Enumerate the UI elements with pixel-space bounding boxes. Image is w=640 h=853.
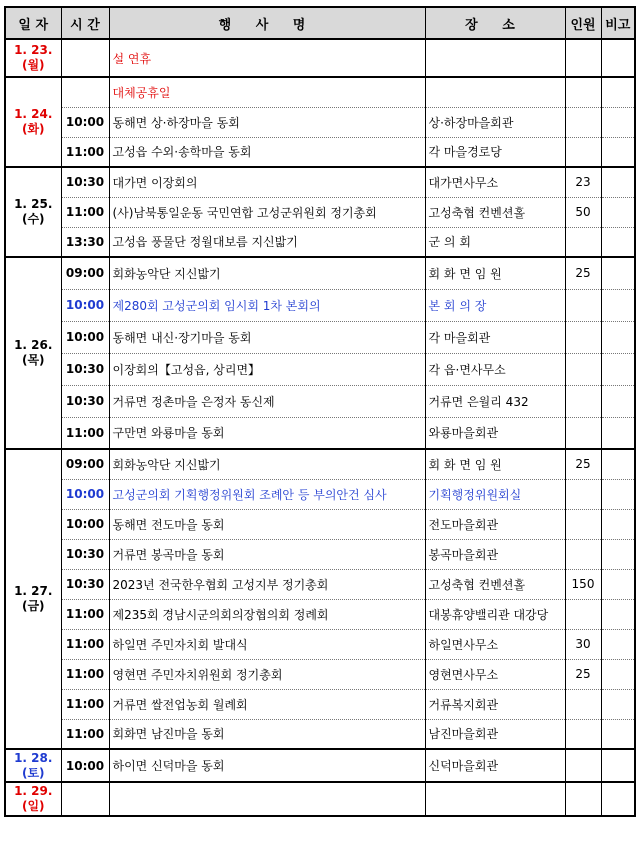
- place-cell: [425, 77, 565, 107]
- place-cell: 회 화 면 임 원: [425, 257, 565, 289]
- note-cell: [601, 39, 635, 77]
- schedule-sheet: [4, 6, 636, 817]
- time-cell: 10:30: [61, 353, 109, 385]
- note-cell: [601, 353, 635, 385]
- event-cell: 구만면 와룡마을 동회: [109, 417, 425, 449]
- date-label: 1. 28.: [14, 750, 53, 765]
- date-cell: [5, 77, 61, 167]
- event-cell: 대체공휴일: [109, 77, 425, 107]
- event-cell: 회화농악단 지신밟기: [109, 449, 425, 479]
- note-cell: [601, 659, 635, 689]
- schedule-row: [5, 749, 635, 782]
- place-cell: 고성축협 컨벤션홀: [425, 569, 565, 599]
- day-of-week-label: (월): [21, 58, 45, 72]
- day-of-week-label: (수): [21, 212, 45, 226]
- time-cell: 09:00: [61, 449, 109, 479]
- place-cell: 기획행정위원회실: [425, 479, 565, 509]
- date-cell: [5, 39, 61, 77]
- people-cell: 25: [565, 449, 601, 479]
- people-cell: 25: [565, 659, 601, 689]
- schedule-row: [5, 599, 635, 629]
- place-cell: 남진마을회관: [425, 719, 565, 749]
- people-cell: [565, 749, 601, 782]
- place-cell: [425, 39, 565, 77]
- header-time: 시 간: [61, 7, 109, 39]
- schedule-row: [5, 449, 635, 479]
- people-cell: 23: [565, 167, 601, 197]
- time-cell: 10:00: [61, 479, 109, 509]
- time-cell: 10:00: [61, 107, 109, 137]
- event-cell: 거류면 봉곡마을 동회: [109, 539, 425, 569]
- time-cell: 09:00: [61, 257, 109, 289]
- date-label: 1. 27.: [14, 584, 53, 598]
- day-of-week-label: (목): [21, 353, 45, 367]
- note-cell: [601, 197, 635, 227]
- date-label: 1. 23.: [14, 43, 53, 57]
- event-cell: 이장회의【고성읍, 상리면】: [109, 353, 425, 385]
- schedule-row: [5, 479, 635, 509]
- note-cell: [601, 227, 635, 257]
- place-cell: 대가면사무소: [425, 167, 565, 197]
- day-of-week-label: (화): [21, 122, 45, 136]
- event-cell: 2023년 전국한우협회 고성지부 정기총회: [109, 569, 425, 599]
- note-cell: [601, 782, 635, 816]
- people-cell: [565, 509, 601, 539]
- date-cell: [5, 449, 61, 749]
- date-label: 1. 26.: [14, 338, 53, 352]
- schedule-row: [5, 689, 635, 719]
- note-cell: [601, 599, 635, 629]
- day-of-week-label: (일): [21, 799, 45, 813]
- note-cell: [601, 321, 635, 353]
- header-people: 인원: [565, 7, 601, 39]
- time-cell: 10:30: [61, 385, 109, 417]
- place-cell: [425, 782, 565, 816]
- event-cell: 대가면 이장회의: [109, 167, 425, 197]
- header-row: [5, 7, 635, 39]
- event-cell: 설 연휴: [109, 39, 425, 77]
- note-cell: [601, 749, 635, 782]
- place-cell: 거류복지회관: [425, 689, 565, 719]
- people-cell: [565, 77, 601, 107]
- event-cell: 고성읍 수외·송학마을 동회: [109, 137, 425, 167]
- schedule-row: [5, 509, 635, 539]
- event-cell: 거류면 정촌마을 은정자 동신제: [109, 385, 425, 417]
- place-cell: 상·하장마을회관: [425, 107, 565, 137]
- note-cell: [601, 719, 635, 749]
- note-cell: [601, 137, 635, 167]
- note-cell: [601, 167, 635, 197]
- schedule-body: [5, 39, 635, 816]
- date-label: 1. 24.: [14, 107, 53, 121]
- header-note: 비고: [601, 7, 635, 39]
- place-cell: 신덕마을회관: [425, 749, 565, 782]
- date-label: 1. 29.: [14, 784, 53, 798]
- place-cell: 본 회 의 장: [425, 289, 565, 321]
- schedule-row: [5, 569, 635, 599]
- note-cell: [601, 509, 635, 539]
- people-cell: [565, 385, 601, 417]
- time-cell: 10:00: [61, 749, 109, 782]
- time-cell: [61, 782, 109, 816]
- place-cell: 각 마을회관: [425, 321, 565, 353]
- note-cell: [601, 629, 635, 659]
- note-cell: [601, 289, 635, 321]
- people-cell: 25: [565, 257, 601, 289]
- event-cell: 회화농악단 지신밟기: [109, 257, 425, 289]
- place-cell: 영현면사무소: [425, 659, 565, 689]
- people-cell: [565, 719, 601, 749]
- schedule-row: [5, 385, 635, 417]
- people-cell: [565, 227, 601, 257]
- date-cell: [5, 782, 61, 816]
- note-cell: [601, 449, 635, 479]
- schedule-row: [5, 539, 635, 569]
- schedule-row: [5, 107, 635, 137]
- schedule-row: [5, 782, 635, 816]
- schedule-row: [5, 417, 635, 449]
- people-cell: 30: [565, 629, 601, 659]
- time-cell: 11:00: [61, 689, 109, 719]
- event-cell: 고성군의회 기획행정위원회 조례안 등 부의안건 심사: [109, 479, 425, 509]
- place-cell: 고성축협 컨벤션홀: [425, 197, 565, 227]
- people-cell: [565, 321, 601, 353]
- date-label: 1. 25.: [14, 197, 53, 211]
- time-cell: 11:00: [61, 719, 109, 749]
- place-cell: 회 화 면 임 원: [425, 449, 565, 479]
- header-place: 장 소: [425, 7, 565, 39]
- time-cell: 10:30: [61, 539, 109, 569]
- time-cell: 11:00: [61, 137, 109, 167]
- place-cell: 거류면 은월리 432: [425, 385, 565, 417]
- schedule-row: [5, 353, 635, 385]
- time-cell: 10:00: [61, 321, 109, 353]
- day-of-week-label: (토): [21, 765, 45, 780]
- date-cell: [5, 167, 61, 257]
- date-cell: [5, 257, 61, 449]
- place-cell: 하일면사무소: [425, 629, 565, 659]
- schedule-row: [5, 719, 635, 749]
- schedule-row: [5, 197, 635, 227]
- place-cell: 각 읍·면사무소: [425, 353, 565, 385]
- people-cell: [565, 599, 601, 629]
- time-cell: [61, 39, 109, 77]
- event-cell: (사)남북통일운동 국민연합 고성군위원회 정기총회: [109, 197, 425, 227]
- note-cell: [601, 257, 635, 289]
- time-cell: 11:00: [61, 599, 109, 629]
- time-cell: 13:30: [61, 227, 109, 257]
- note-cell: [601, 539, 635, 569]
- schedule-table: [4, 6, 636, 817]
- date-cell: [5, 749, 61, 782]
- schedule-row: [5, 137, 635, 167]
- event-cell: 회화면 남진마을 동회: [109, 719, 425, 749]
- time-cell: 10:30: [61, 167, 109, 197]
- schedule-row: [5, 39, 635, 77]
- note-cell: [601, 569, 635, 599]
- event-cell: [109, 782, 425, 816]
- event-cell: 거류면 쌀전업농회 월례회: [109, 689, 425, 719]
- time-cell: [61, 77, 109, 107]
- people-cell: [565, 782, 601, 816]
- people-cell: 50: [565, 197, 601, 227]
- place-cell: 대봉휴양밸리관 대강당: [425, 599, 565, 629]
- header-event: 행 사 명: [109, 7, 425, 39]
- schedule-row: [5, 77, 635, 107]
- place-cell: 각 마을경로당: [425, 137, 565, 167]
- schedule-row: [5, 289, 635, 321]
- schedule-row: [5, 629, 635, 659]
- schedule-row: [5, 321, 635, 353]
- people-cell: 150: [565, 569, 601, 599]
- time-cell: 11:00: [61, 629, 109, 659]
- event-cell: 영현면 주민자치위원회 정기총회: [109, 659, 425, 689]
- note-cell: [601, 385, 635, 417]
- time-cell: 11:00: [61, 197, 109, 227]
- people-cell: [565, 107, 601, 137]
- note-cell: [601, 417, 635, 449]
- note-cell: [601, 689, 635, 719]
- people-cell: [565, 137, 601, 167]
- place-cell: 전도마을회관: [425, 509, 565, 539]
- people-cell: [565, 39, 601, 77]
- schedule-row: [5, 257, 635, 289]
- event-cell: 제280회 고성군의회 임시회 1차 본회의: [109, 289, 425, 321]
- note-cell: [601, 77, 635, 107]
- day-of-week-label: (금): [21, 599, 45, 613]
- people-cell: [565, 479, 601, 509]
- event-cell: 하일면 주민자치회 발대식: [109, 629, 425, 659]
- time-cell: 10:30: [61, 569, 109, 599]
- place-cell: 군 의 회: [425, 227, 565, 257]
- event-cell: 동해면 전도마을 동회: [109, 509, 425, 539]
- people-cell: [565, 689, 601, 719]
- place-cell: 와룡마을회관: [425, 417, 565, 449]
- time-cell: 11:00: [61, 417, 109, 449]
- people-cell: [565, 417, 601, 449]
- event-cell: 제235회 경남시군의회의장협의회 정례회: [109, 599, 425, 629]
- place-cell: 봉곡마을회관: [425, 539, 565, 569]
- schedule-row: [5, 167, 635, 197]
- people-cell: [565, 289, 601, 321]
- time-cell: 11:00: [61, 659, 109, 689]
- time-cell: 10:00: [61, 509, 109, 539]
- event-cell: 동해면 내신·장기마을 동회: [109, 321, 425, 353]
- event-cell: 하이면 신덕마을 동회: [109, 749, 425, 782]
- event-cell: 동해면 상·하장마을 동회: [109, 107, 425, 137]
- schedule-row: [5, 227, 635, 257]
- people-cell: [565, 539, 601, 569]
- schedule-row: [5, 659, 635, 689]
- header-date: 일 자: [5, 7, 61, 39]
- note-cell: [601, 479, 635, 509]
- people-cell: [565, 353, 601, 385]
- time-cell: 10:00: [61, 289, 109, 321]
- event-cell: 고성읍 풍물단 정월대보름 지신밟기: [109, 227, 425, 257]
- note-cell: [601, 107, 635, 137]
